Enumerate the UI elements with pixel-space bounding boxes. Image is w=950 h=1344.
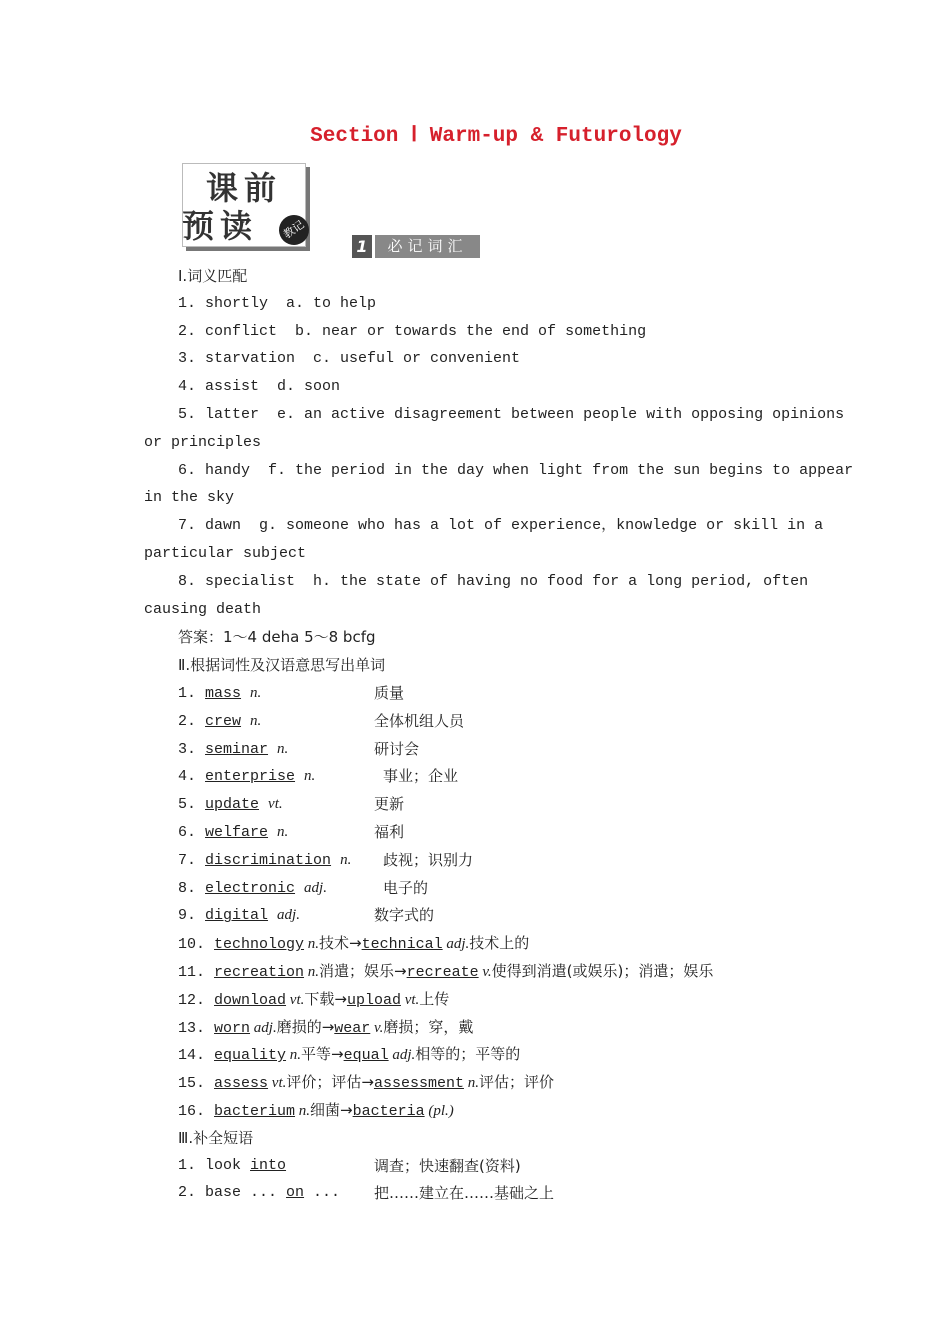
part-of-speech: n. [286,1047,302,1064]
vocab-row [178,739,420,760]
item-number: 9. [178,907,206,925]
part-of-speech: adj. [388,1047,416,1064]
part-of-speech: vt. [286,991,305,1008]
part-of-speech: adj. [442,936,470,953]
match-line: 8. specialist h. the state of having no food for a long period, often [178,572,809,590]
answer-line: 答案：1～4 deha 5～8 bcfg [178,628,376,647]
chinese-meaning: 全体机组人员 [374,711,465,730]
phrase-row: 1. look into 调查；快速翻查(资料) [178,1156,521,1175]
answer-word: electronic [205,879,296,897]
part1-heading: Ⅰ.词义匹配 [178,267,248,285]
part-of-speech: vt. [268,796,283,813]
part-of-speech: v. [478,964,492,980]
part-of-speech: n. [250,712,262,729]
part3-heading: Ⅲ.补全短语 [178,1128,254,1147]
match-line: 2. conflict b. near or towards the end of something [178,322,647,340]
derived-word: recreate [406,964,479,981]
part-of-speech: n. [295,1103,311,1119]
chinese-meaning: 技术→ [319,934,362,953]
item-number: 6. [178,824,206,841]
match-line: 4. assist d. soon [178,378,341,396]
answer-word: welfare [205,824,269,841]
chinese-meaning: 细菌→ [310,1101,353,1119]
item-number: 10. [178,936,215,954]
vocab-row [178,905,435,926]
chinese-meaning: 歧视；识别力 [383,850,474,869]
badge-line1: 课前 [206,169,283,207]
part-of-speech: v. [370,1019,384,1036]
answer-word: into [250,1156,287,1174]
section-banner [352,235,480,258]
item-number: 15. [178,1075,215,1093]
part-of-speech: (pl.) [424,1103,454,1119]
item-number: 4. [178,768,206,786]
match-line: or principles [144,433,262,451]
chinese-meaning: 平等→ [301,1045,344,1064]
answer-word: technology [214,936,305,954]
chinese-meaning: 福利 [374,823,405,841]
match-line: particular subject [144,545,307,562]
chinese-meaning: 相等的；平等的 [415,1045,521,1064]
vocab-derived-row [178,1017,473,1039]
preview-badge [182,163,310,251]
part-of-speech: n. [340,851,352,868]
derived-word: upload [346,991,401,1009]
answer-word: worn [214,1019,251,1037]
vocab-derived-row [178,961,713,983]
match-line: 7. dawn g. someone who has a lot of experience，knowledge or skill in a [178,517,824,535]
vocab-row [178,683,405,704]
vocab-row [178,878,429,899]
derived-word: technical [361,936,443,954]
section-number: 1 [352,235,372,258]
chinese-meaning: 质量 [374,684,405,702]
item-number: 11. [178,964,215,981]
derived-word: assessment [373,1075,464,1093]
answer-word: equality [214,1047,287,1065]
match-line: 6. handy f. the period in the day when light from the sun begins to appear [178,461,854,479]
vocab-row [178,766,459,787]
section-label: 必记词汇 [375,235,480,258]
vocab-derived-row [178,933,529,955]
item-number: 7. [178,851,206,869]
part-of-speech: vt. [268,1075,287,1092]
vocab-derived-row [178,1100,454,1122]
answer-word: digital [205,907,269,925]
item-number: 2. [178,712,206,730]
answer-word: assess [214,1075,269,1093]
part-of-speech: n. [463,1075,479,1092]
chinese-meaning: 评估；评价 [478,1073,554,1092]
item-number: 5. [178,796,206,814]
item-number: 1. [178,685,206,702]
chinese-meaning: 把……建立在……基础之上 [374,1184,555,1203]
match-line: 1. shortly a. to help [178,294,377,312]
chinese-meaning: 事业；企业 [383,767,459,786]
item-number: 8. [178,879,206,897]
part2-heading: Ⅱ.根据词性及汉语意思写出单词 [178,656,386,675]
part-of-speech: n. [304,964,320,980]
item-number: 12. [178,991,215,1009]
badge-line2: 预读 [182,207,259,245]
answer-word: on [286,1184,305,1202]
item-number: 14. [178,1047,215,1065]
match-line: in the sky [144,489,235,507]
chinese-meaning: 磨损；穿，戴 [383,1017,474,1036]
chinese-meaning: 研讨会 [374,739,420,758]
vocab-row [178,822,405,843]
chinese-meaning: 数字式的 [374,906,435,925]
part-of-speech: n. [304,768,316,785]
chinese-meaning: 磨损的→ [276,1017,335,1036]
answer-word: update [205,796,260,814]
item-number: 16. [178,1103,215,1120]
part-of-speech: n. [304,936,320,953]
answer-word: crew [205,712,242,730]
derived-word: equal [343,1047,389,1065]
derived-word: wear [334,1019,371,1037]
vocab-derived-row [178,1072,554,1094]
match-line: causing death [144,600,262,618]
badge-stamp: 教记 [273,209,315,251]
match-line: 5. latter e. an active disagreement between people with opposing opinions [178,406,845,423]
vocab-row [178,850,474,871]
chinese-meaning: 下载→ [304,989,347,1008]
chinese-meaning: 评价；评估→ [286,1073,374,1092]
part-of-speech: adj. [304,879,327,896]
chinese-meaning: 更新 [374,795,405,814]
phrase-row: 2. base ... on ... 把……建立在……基础之上 [178,1184,555,1203]
match-line: 3. starvation c. useful or convenient [178,350,521,368]
chinese-meaning: 电子的 [383,878,429,897]
answer-word: discrimination [205,851,332,869]
part-of-speech: n. [277,740,289,757]
chinese-meaning: 上传 [419,989,450,1008]
chinese-meaning: 使得到消遣(或娱乐)；消遣；娱乐 [491,962,714,980]
chinese-meaning: 技术上的 [469,934,530,953]
answer-word: mass [205,685,242,702]
answer-word: recreation [214,964,305,981]
part-of-speech: adj. [250,1019,277,1036]
vocab-derived-row [178,1044,520,1066]
answer-word: download [214,991,287,1009]
vocab-row [178,711,465,732]
chinese-meaning: 消遣；娱乐→ [319,962,407,980]
vocab-derived-row [178,989,449,1011]
derived-word: bacteria [352,1103,425,1120]
part-of-speech: adj. [277,907,300,924]
part-of-speech: n. [277,824,289,840]
item-number: 13. [178,1019,215,1037]
item-number: 3. [178,740,206,758]
chinese-meaning: 调查；快速翻查(资料) [374,1156,521,1175]
part-of-speech: n. [250,685,262,701]
vocab-row [178,794,405,815]
part-of-speech: vt. [400,991,420,1008]
answer-word: seminar [205,740,269,758]
answer-word: bacterium [214,1103,296,1120]
page-title: Section Ⅰ Warm-up & Futurology [310,125,682,148]
answer-word: enterprise [205,768,296,786]
